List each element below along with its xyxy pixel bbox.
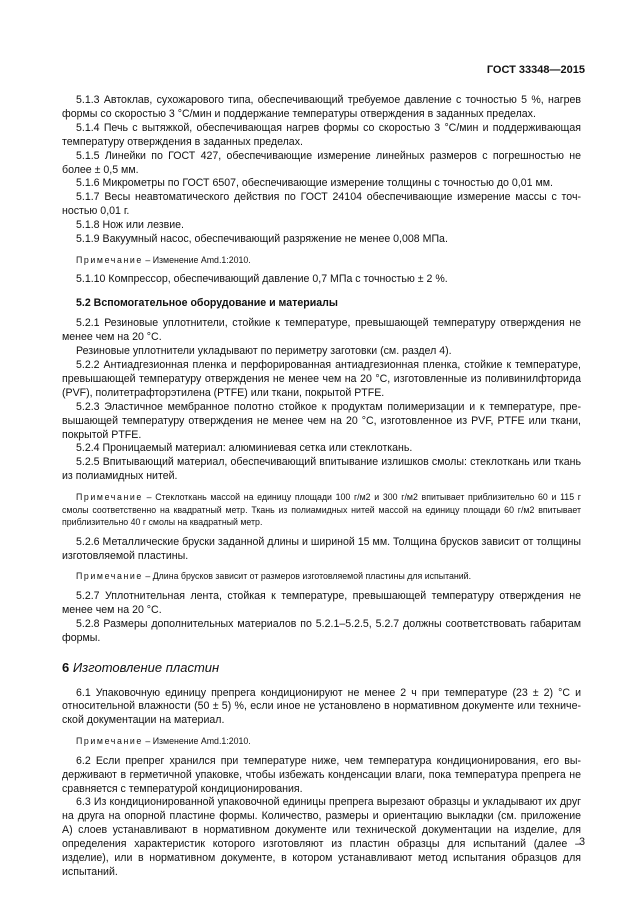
note-text: – Стеклоткань массой на единицу площади 100 г/м2 и 300 г/м2 впитывает приблизительно 60 и 115 г смолы соответственно на квадратный метр. Ткань из полиамидных нитей массой на единицу площади 60 г/м2 впитывает приблизительно 40 г смолы на квадратный метр. bbox=[62, 492, 581, 528]
subsection-heading-5-2: 5.2 Вспомогательное оборудование и материалы bbox=[76, 297, 338, 310]
paragraph-5-1-6: 5.1.6 Микрометры по ГОСТ 6507, обеспечивающие измерение толщины с точностью до 0,01 мм. bbox=[76, 177, 553, 190]
paragraph-5-2-8: 5.2.8 Размеры дополнительных материалов по 5.2.1–5.2.5, 5.2.7 должны соответствовать габаритам формы. bbox=[62, 617, 581, 644]
section-title: Изготовление пластин bbox=[72, 659, 220, 675]
paragraph-5-1-4: 5.1.4 Печь с вытяжкой, обеспечивающая нагрев формы со скоростью 3 °С/мин и поддерживающая температуру отверждения в заданных пределах. bbox=[62, 121, 581, 148]
paragraph-5-1-9: 5.1.9 Вакуумный насос, обеспечивающий разряжение не менее 0,008 МПа. bbox=[76, 233, 448, 246]
note-label: Примечание bbox=[76, 571, 143, 582]
paragraph-5-2-1: 5.2.1 Резиновые уплотнители, стойкие к температуре, превышающей температуру отверждения не менее чем на 20 °С. bbox=[62, 317, 581, 344]
paragraph-seals: Резиновые уплотнители укладывают по периметру заготовки (см. раздел 4). bbox=[76, 345, 452, 358]
paragraph-5-1-3: 5.1.3 Автоклав, сухожарового типа, обеспечивающий требуемое давление с точностью 5 %, нагрев формы со скоростью 3 °С/мин и поддержание температуры отверждения в заданных пределах. bbox=[62, 94, 581, 120]
paragraph-5-1-8: 5.1.8 Нож или лезвие. bbox=[76, 219, 184, 232]
note-label: Примечание bbox=[76, 492, 143, 503]
page-content bbox=[62, 94, 581, 880]
paragraph-6-1: 6.1 Упаковочную единицу препрега кондиционируют не менее 2 ч при температуре (23 ± 2) °С и относительной влажности (50 ± 5) %, если иное не установлено в нормативном документе или технической документации на материал. bbox=[62, 686, 581, 727]
note-fabric bbox=[62, 491, 581, 529]
note-label: Примечание bbox=[76, 254, 143, 265]
paragraph-5-2-3: 5.2.3 Эластичное мембранное полотно стойкое к продуктам полимеризации и к температуре, превышающей температуру отверждения не менее чем на 20 °С, изготовленное из PVF, PTFE или ткани, покрытой PTFE. bbox=[62, 400, 581, 441]
paragraph-5-1-7: 5.1.7 Весы неавтоматического действия по ГОСТ 24104 обеспечивающие измерение массы с точностью 0,01 г. bbox=[62, 191, 581, 218]
page-number: 3 bbox=[579, 836, 585, 848]
paragraph-5-1-10: 5.1.10 Компрессор, обеспечивающий давление 0,7 МПа с точностью ± 2 %. bbox=[76, 273, 448, 286]
note-amd-2 bbox=[62, 735, 581, 748]
paragraph-6-2: 6.2 Если препрег хранился при температуре ниже, чем температура кондиционирования, его выдерживают в герметичной упаковке, чтобы избежать конденсации влаги, пока температура препрега не сравняется с температурой кондиционирования. bbox=[62, 754, 581, 795]
note-amd bbox=[62, 254, 581, 267]
note-text: – Длина брусков зависит от размеров изготовляемой пластины для испытаний. bbox=[142, 571, 472, 582]
paragraph-6-3: 6.3 Из кондиционированной упаковочной единицы препрега вырезают образцы и укладывают их друг на друга на опорной пластине формы. Количество, размеры и ориентацию выкладки (см. приложение А) слоев устанавливают в нормативном документе или технической документации на изделие, для определения характеристик которого изготовляют из пластин образцы для испытаний (далее – изделие), или в нормативном документе, в котором устанавливают метод испытания образцов для испытаний. bbox=[62, 796, 581, 878]
paragraph-5-2-4: 5.2.4 Проницаемый материал: алюминиевая сетка или стеклоткань. bbox=[76, 442, 413, 455]
paragraph-5-1-5: 5.1.5 Линейки по ГОСТ 427, обеспечивающие измерение линейных размеров с погрешностью не более ± 0,5 мм. bbox=[62, 149, 581, 176]
note-bars bbox=[62, 570, 581, 583]
paragraph-5-2-5: 5.2.5 Впитывающий материал, обеспечивающий впитывание излишков смолы: стеклоткань или ткань из полиамидных нитей. bbox=[62, 456, 581, 483]
section-number: 6 bbox=[62, 659, 70, 675]
note-label: Примечание bbox=[76, 736, 143, 747]
note-text: – Изменение Amd.1:2010. bbox=[142, 736, 251, 747]
section-heading-6 bbox=[62, 661, 581, 675]
document-header: ГОСТ 33348—2015 bbox=[486, 64, 585, 76]
paragraph-5-2-7: 5.2.7 Уплотнительная лента, стойкая к температуре, превышающей температуру отверждения не менее чем на 20 °С. bbox=[62, 589, 581, 616]
note-text: – Изменение Amd.1:2010. bbox=[142, 254, 251, 265]
paragraph-5-2-6: 5.2.6 Металлические бруски заданной длины и шириной 15 мм. Толщина брусков зависит от толщины изготовляемой пластины. bbox=[62, 535, 581, 562]
paragraph-5-2-2: 5.2.2 Антиадгезионная пленка и перфорированная антиадгезионная пленка, стойкие к температуре, превышающей температуру отверждения не менее чем на 20 °С, изготовленные из поливинилфторида (PVF), политетрафторэтилена (PTFE) или ткани, покрытой PTFE. bbox=[62, 359, 581, 399]
